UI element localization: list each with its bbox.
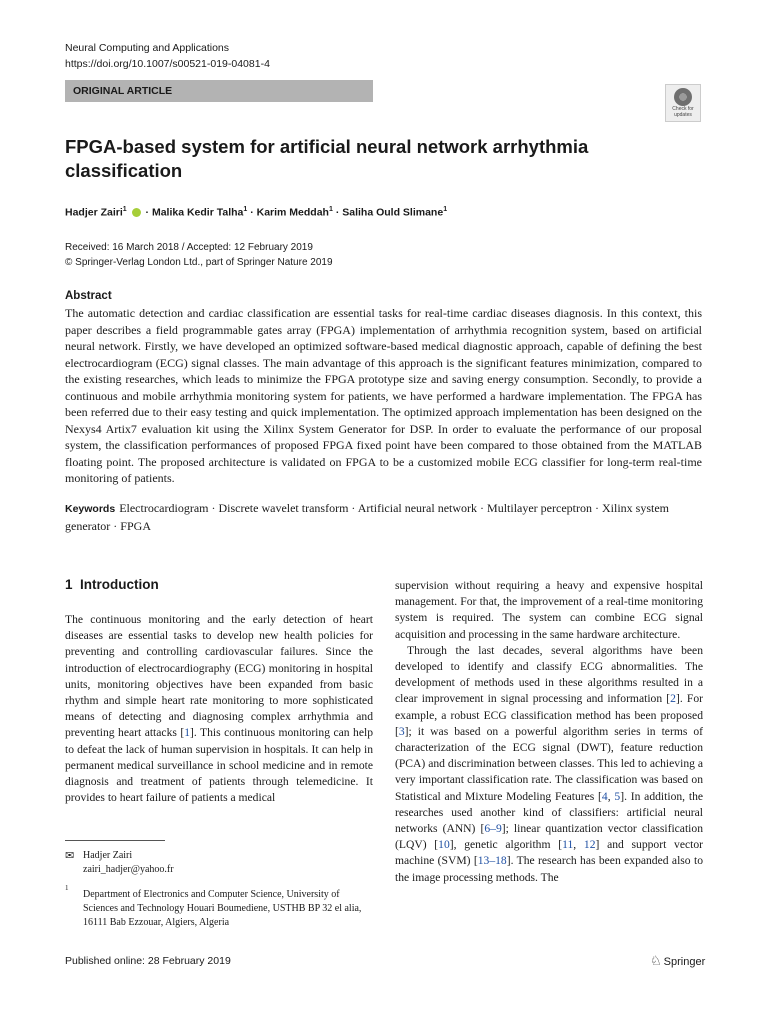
section-heading: 1 Introduction bbox=[65, 577, 159, 592]
citation-link[interactable]: 11 bbox=[562, 838, 574, 852]
journal-header bbox=[65, 40, 270, 72]
citation-link[interactable]: 5 bbox=[614, 789, 621, 803]
springer-horse-icon: ♘ bbox=[650, 953, 662, 968]
author-name[interactable]: Saliha Ould Slimane bbox=[342, 206, 444, 219]
body-column-right bbox=[395, 578, 703, 886]
envelope-icon: ✉ bbox=[65, 850, 75, 862]
abstract-text: The automatic detection and cardiac classification are essential tasks for real-time cardiac diseases diagnosis. In this context, this paper describes a field programmable gates array (FPGA) implementation of arrhythmia recognition system, based on artificial neural network. Firstly, we have developed an optimized software-based medical diagnostic approach, capable of defining the best electrocardiogram (ECG) signal classes. The main advantage of this approach is the significant features minimization, compared to the existing researches, which leads to minimize the FPGA prototype size and saving energy consumption. Secondly, to provide a continuous and mobile arrhythmia monitoring system for patients, we have performed a hardware implementation. The FPGA has been referred due to their easy testing and quick implementation. The optimized approach implementation has been designed on the Nexys4 Artix7 evaluation kit using the Xilinx System Generator for DSP. In order to evaluate the performance of our proposal system, the classification performances of proposed FPGA fixed point have been compared to those obtained from the MATLAB floating point. The proposed architecture is validated on FPGA to be a customized mobile ECG classifier for long-term real-time monitoring of patients. bbox=[65, 306, 702, 485]
keywords-heading: Keywords bbox=[65, 503, 116, 515]
publisher-logo bbox=[650, 953, 705, 969]
footnote-divider bbox=[65, 840, 165, 841]
body-column-left: The continuous monitoring and the early detection of heart diseases are essential tasks to develop new health policies for preventing and controlling cardiovascular failures. Since the introduction of electrocardiography (ECG) monitoring in hospital units, monitoring objectives have been expanded from basic rhythm and simple heart rate monitoring to more sophisticated means of detecting and diagnosing complex arrhythmia and preventing heart attacks [1]. This continuous monitoring can help to defeat the lack of human supervision in hospitals. It can help in permanent medical surveillance in school medicine and in remote diagnosis and treatment of patients through telemedicine. It provides to heart failure of patients a medical bbox=[65, 613, 373, 805]
abstract-heading: Abstract bbox=[65, 290, 112, 302]
citation-link[interactable]: 1 bbox=[184, 726, 191, 740]
author-name[interactable]: Hadjer Zairi bbox=[65, 206, 123, 219]
keywords bbox=[65, 500, 702, 534]
author-name[interactable]: Karim Meddah bbox=[256, 206, 329, 219]
author-name[interactable]: Malika Kedir Talha bbox=[151, 206, 244, 219]
author-list: Hadjer Zairi$^1$ · Malika Kedir Talha$^1$ · Karim Meddah$^1$ · Saliha Ould Slimane$^1$ bbox=[65, 206, 448, 219]
article-title: FPGA-based system for artificial neural network arrhythmia classification bbox=[65, 136, 589, 181]
article-type-bar: ORIGINAL ARTICLE bbox=[65, 80, 373, 102]
published-online: Published online: 28 February 2019 bbox=[65, 955, 231, 967]
check-updates-label: Check for updates bbox=[672, 106, 694, 118]
affiliation-text: Department of Electronics and Computer Science, University of Sciences and Technology Houari Boumediene, USTHB BP 32 el alia, 16111 Bab Ezzouar, Algiers, Algeria bbox=[83, 889, 362, 928]
citation-link[interactable]: 4 bbox=[601, 789, 608, 803]
citation-link[interactable]: 13–18 bbox=[477, 854, 507, 868]
orcid-icon[interactable] bbox=[132, 208, 141, 217]
affiliation-number: 1 bbox=[65, 884, 69, 892]
journal-doi[interactable]: https://doi.org/10.1007/s00521-019-04081-4 bbox=[65, 58, 270, 70]
paragraph: supervision without requiring a heavy and expensive hospital management. For that, the improvement of a real-time monitoring system is required. The system can combine ECG signal acquisition and processing in the same hardware architecture. bbox=[395, 579, 703, 641]
corresponding-author bbox=[83, 849, 174, 877]
journal-name: Neural Computing and Applications bbox=[65, 42, 230, 54]
received-accepted: Received: 16 March 2018 / Accepted: 12 February 2019 bbox=[65, 242, 313, 253]
paragraph: Through the last decades, several algorithms have been developed to identify and classify ECG abnormalities. The development of methods used in these algorithms resulted in a clear improvement in signal processing and information [2]. For example, a robust ECG classification method has been proposed [3]; it was based on a powerful algorithm series in terms of characterization of the ECG signal (DWT), feature reduction (PCA) and discrimination between classes. This led to achieving a very important classification rate. The classification was based on Statistical and Mixture Modeling Features [4, 5]. In addition, the researches used another kind of classifiers: artificial neural networks (ANN) [6–9]; linear quantization vector classification (LQV) [10], genetic algorithm [11, 12] and support vector machine (SVM) [13–18]. The research has been expanded also to the image processing methods. The bbox=[395, 643, 704, 884]
citation-link[interactable]: 6–9 bbox=[484, 822, 502, 836]
corresponding-name: Hadjer Zairi bbox=[83, 850, 133, 861]
citation-link[interactable]: 2 bbox=[670, 692, 676, 706]
copyright-line: © Springer-Verlag London Ltd., part of Springer Nature 2019 bbox=[65, 257, 333, 268]
publisher-name: Springer bbox=[663, 956, 706, 968]
check-for-updates-badge[interactable] bbox=[665, 84, 701, 122]
check-updates-icon bbox=[674, 88, 692, 106]
keywords-list: Electrocardiogram · Discrete wavelet transform · Artificial neural network · Multilayer perceptron · Xilinx system generator · FPGA bbox=[65, 501, 669, 533]
citation-link[interactable]: 3 bbox=[398, 724, 405, 738]
corresponding-email[interactable]: zairi_hadjer@yahoo.fr bbox=[83, 864, 174, 875]
citation-link[interactable]: 10 bbox=[438, 838, 450, 852]
article-dates bbox=[65, 240, 333, 270]
citation-link[interactable]: 12 bbox=[583, 838, 596, 852]
